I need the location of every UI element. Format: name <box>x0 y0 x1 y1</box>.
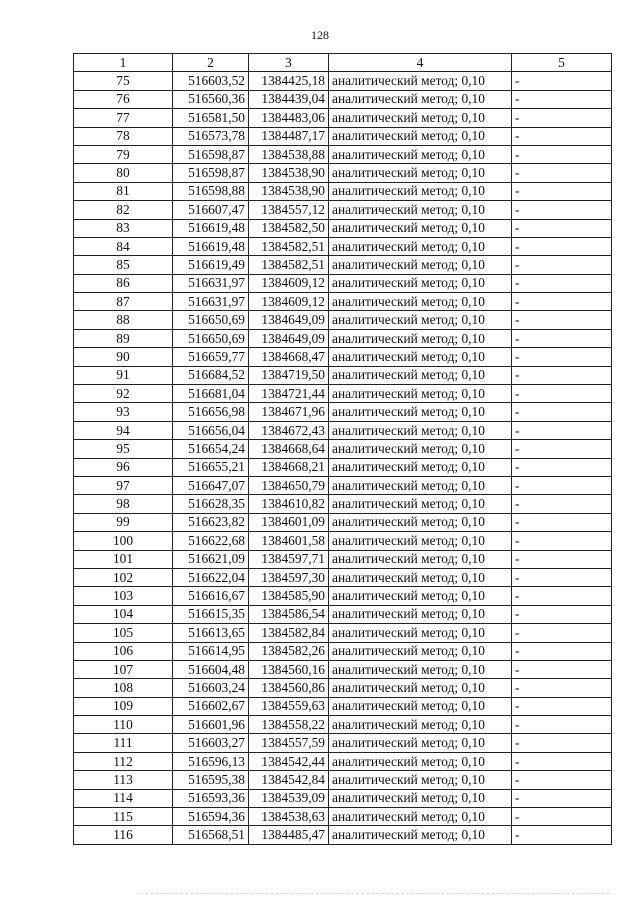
point-number-cell: 100 <box>74 532 173 550</box>
method-cell: аналитический метод; 0,10 <box>329 403 512 421</box>
table-row <box>74 734 612 752</box>
x-coordinate-cell: 516613,65 <box>173 624 249 642</box>
point-number-cell: 88 <box>74 311 173 329</box>
table-row <box>74 568 612 586</box>
note-cell: - <box>512 311 612 329</box>
y-coordinate-cell: 1384557,59 <box>249 734 329 752</box>
y-coordinate-cell: 1384582,84 <box>249 624 329 642</box>
y-coordinate-cell: 1384538,88 <box>249 145 329 163</box>
x-coordinate-cell: 516595,38 <box>173 771 249 789</box>
note-cell: - <box>512 182 612 200</box>
note-cell: - <box>512 826 612 844</box>
method-cell: аналитический метод; 0,10 <box>329 109 512 127</box>
table-row <box>74 716 612 734</box>
x-coordinate-cell: 516614,95 <box>173 642 249 660</box>
note-cell: - <box>512 145 612 163</box>
table-row <box>74 329 612 347</box>
x-coordinate-cell: 516573,78 <box>173 127 249 145</box>
y-coordinate-cell: 1384672,43 <box>249 421 329 439</box>
header-cell-2: 2 <box>173 54 249 72</box>
table-row <box>74 771 612 789</box>
note-cell: - <box>512 716 612 734</box>
x-coordinate-cell: 516568,51 <box>173 826 249 844</box>
y-coordinate-cell: 1384668,21 <box>249 458 329 476</box>
note-cell: - <box>512 771 612 789</box>
y-coordinate-cell: 1384585,90 <box>249 587 329 605</box>
y-coordinate-cell: 1384609,12 <box>249 293 329 311</box>
method-cell: аналитический метод; 0,10 <box>329 90 512 108</box>
table-row <box>74 182 612 200</box>
header-cell-1: 1 <box>74 54 173 72</box>
method-cell: аналитический метод; 0,10 <box>329 385 512 403</box>
method-cell: аналитический метод; 0,10 <box>329 808 512 826</box>
table-row <box>74 145 612 163</box>
point-number-cell: 111 <box>74 734 173 752</box>
method-cell: аналитический метод; 0,10 <box>329 311 512 329</box>
point-number-cell: 108 <box>74 679 173 697</box>
table-row <box>74 164 612 182</box>
note-cell: - <box>512 109 612 127</box>
note-cell: - <box>512 458 612 476</box>
note-cell: - <box>512 421 612 439</box>
note-cell: - <box>512 642 612 660</box>
y-coordinate-cell: 1384586,54 <box>249 605 329 623</box>
note-cell: - <box>512 624 612 642</box>
x-coordinate-cell: 516681,04 <box>173 385 249 403</box>
table-row <box>74 256 612 274</box>
table-row <box>74 366 612 384</box>
table-row <box>74 237 612 255</box>
note-cell: - <box>512 219 612 237</box>
y-coordinate-cell: 1384719,50 <box>249 366 329 384</box>
table-row <box>74 127 612 145</box>
point-number-cell: 103 <box>74 587 173 605</box>
note-cell: - <box>512 550 612 568</box>
point-number-cell: 84 <box>74 237 173 255</box>
point-number-cell: 76 <box>74 90 173 108</box>
y-coordinate-cell: 1384721,44 <box>249 385 329 403</box>
table-row <box>74 440 612 458</box>
table-row <box>74 311 612 329</box>
table-row <box>74 421 612 439</box>
method-cell: аналитический метод; 0,10 <box>329 716 512 734</box>
method-cell: аналитический метод; 0,10 <box>329 550 512 568</box>
point-number-cell: 107 <box>74 660 173 678</box>
note-cell: - <box>512 201 612 219</box>
table-row <box>74 348 612 366</box>
method-cell: аналитический метод; 0,10 <box>329 752 512 770</box>
point-number-cell: 87 <box>74 293 173 311</box>
x-coordinate-cell: 516598,88 <box>173 182 249 200</box>
y-coordinate-cell: 1384601,58 <box>249 532 329 550</box>
method-cell: аналитический метод; 0,10 <box>329 826 512 844</box>
x-coordinate-cell: 516628,35 <box>173 495 249 513</box>
x-coordinate-cell: 516593,36 <box>173 789 249 807</box>
note-cell: - <box>512 808 612 826</box>
method-cell: аналитический метод; 0,10 <box>329 642 512 660</box>
y-coordinate-cell: 1384597,30 <box>249 568 329 586</box>
y-coordinate-cell: 1384582,50 <box>249 219 329 237</box>
point-number-cell: 106 <box>74 642 173 660</box>
note-cell: - <box>512 72 612 90</box>
table-body <box>74 72 612 844</box>
table-row <box>74 826 612 844</box>
point-number-cell: 93 <box>74 403 173 421</box>
note-cell: - <box>512 90 612 108</box>
x-coordinate-cell: 516622,68 <box>173 532 249 550</box>
point-number-cell: 86 <box>74 274 173 292</box>
table-row <box>74 752 612 770</box>
y-coordinate-cell: 1384558,22 <box>249 716 329 734</box>
x-coordinate-cell: 516602,67 <box>173 697 249 715</box>
y-coordinate-cell: 1384560,16 <box>249 660 329 678</box>
point-number-cell: 77 <box>74 109 173 127</box>
y-coordinate-cell: 1384559,63 <box>249 697 329 715</box>
y-coordinate-cell: 1384538,90 <box>249 182 329 200</box>
table-row <box>74 808 612 826</box>
header-cell-4: 4 <box>329 54 512 72</box>
x-coordinate-cell: 516619,48 <box>173 219 249 237</box>
point-number-cell: 99 <box>74 513 173 531</box>
x-coordinate-cell: 516684,52 <box>173 366 249 384</box>
note-cell: - <box>512 293 612 311</box>
method-cell: аналитический метод; 0,10 <box>329 421 512 439</box>
point-number-cell: 97 <box>74 476 173 494</box>
y-coordinate-cell: 1384485,47 <box>249 826 329 844</box>
point-number-cell: 114 <box>74 789 173 807</box>
note-cell: - <box>512 348 612 366</box>
x-coordinate-cell: 516615,35 <box>173 605 249 623</box>
method-cell: аналитический метод; 0,10 <box>329 734 512 752</box>
x-coordinate-cell: 516607,47 <box>173 201 249 219</box>
note-cell: - <box>512 164 612 182</box>
point-number-cell: 82 <box>74 201 173 219</box>
note-cell: - <box>512 697 612 715</box>
method-cell: аналитический метод; 0,10 <box>329 348 512 366</box>
method-cell: аналитический метод; 0,10 <box>329 624 512 642</box>
x-coordinate-cell: 516654,24 <box>173 440 249 458</box>
table-row <box>74 587 612 605</box>
point-number-cell: 102 <box>74 568 173 586</box>
y-coordinate-cell: 1384610,82 <box>249 495 329 513</box>
note-cell: - <box>512 495 612 513</box>
note-cell: - <box>512 605 612 623</box>
method-cell: аналитический метод; 0,10 <box>329 164 512 182</box>
point-number-cell: 96 <box>74 458 173 476</box>
point-number-cell: 80 <box>74 164 173 182</box>
x-coordinate-cell: 516598,87 <box>173 164 249 182</box>
note-cell: - <box>512 568 612 586</box>
table-row <box>74 458 612 476</box>
table-row <box>74 513 612 531</box>
x-coordinate-cell: 516603,52 <box>173 72 249 90</box>
point-number-cell: 90 <box>74 348 173 366</box>
table-row <box>74 385 612 403</box>
table-row <box>74 495 612 513</box>
point-number-cell: 104 <box>74 605 173 623</box>
point-number-cell: 112 <box>74 752 173 770</box>
method-cell: аналитический метод; 0,10 <box>329 679 512 697</box>
x-coordinate-cell: 516656,98 <box>173 403 249 421</box>
table-row <box>74 697 612 715</box>
x-coordinate-cell: 516604,48 <box>173 660 249 678</box>
method-cell: аналитический метод; 0,10 <box>329 789 512 807</box>
method-cell: аналитический метод; 0,10 <box>329 219 512 237</box>
x-coordinate-cell: 516622,04 <box>173 568 249 586</box>
y-coordinate-cell: 1384439,04 <box>249 90 329 108</box>
note-cell: - <box>512 127 612 145</box>
y-coordinate-cell: 1384542,44 <box>249 752 329 770</box>
y-coordinate-cell: 1384650,79 <box>249 476 329 494</box>
point-number-cell: 98 <box>74 495 173 513</box>
table-row <box>74 476 612 494</box>
table-row <box>74 219 612 237</box>
x-coordinate-cell: 516650,69 <box>173 311 249 329</box>
table-row <box>74 90 612 108</box>
method-cell: аналитический метод; 0,10 <box>329 495 512 513</box>
method-cell: аналитический метод; 0,10 <box>329 440 512 458</box>
method-cell: аналитический метод; 0,10 <box>329 182 512 200</box>
point-number-cell: 83 <box>74 219 173 237</box>
x-coordinate-cell: 516581,50 <box>173 109 249 127</box>
method-cell: аналитический метод; 0,10 <box>329 660 512 678</box>
table-row <box>74 642 612 660</box>
table-row <box>74 532 612 550</box>
point-number-cell: 116 <box>74 826 173 844</box>
x-coordinate-cell: 516647,07 <box>173 476 249 494</box>
x-coordinate-cell: 516631,97 <box>173 274 249 292</box>
table-row <box>74 550 612 568</box>
point-number-cell: 95 <box>74 440 173 458</box>
y-coordinate-cell: 1384539,09 <box>249 789 329 807</box>
table-row <box>74 789 612 807</box>
y-coordinate-cell: 1384582,51 <box>249 256 329 274</box>
point-number-cell: 81 <box>74 182 173 200</box>
method-cell: аналитический метод; 0,10 <box>329 587 512 605</box>
note-cell: - <box>512 366 612 384</box>
method-cell: аналитический метод; 0,10 <box>329 568 512 586</box>
x-coordinate-cell: 516655,21 <box>173 458 249 476</box>
coordinates-table <box>73 53 612 845</box>
note-cell: - <box>512 385 612 403</box>
header-row <box>74 54 612 72</box>
note-cell: - <box>512 660 612 678</box>
x-coordinate-cell: 516619,48 <box>173 237 249 255</box>
point-number-cell: 101 <box>74 550 173 568</box>
point-number-cell: 109 <box>74 697 173 715</box>
y-coordinate-cell: 1384542,84 <box>249 771 329 789</box>
table-row <box>74 293 612 311</box>
method-cell: аналитический метод; 0,10 <box>329 458 512 476</box>
table-row <box>74 624 612 642</box>
x-coordinate-cell: 516619,49 <box>173 256 249 274</box>
x-coordinate-cell: 516603,27 <box>173 734 249 752</box>
note-cell: - <box>512 587 612 605</box>
y-coordinate-cell: 1384487,17 <box>249 127 329 145</box>
table-row <box>74 679 612 697</box>
method-cell: аналитический метод; 0,10 <box>329 256 512 274</box>
y-coordinate-cell: 1384609,12 <box>249 274 329 292</box>
table-row <box>74 72 612 90</box>
header-cell-5: 5 <box>512 54 612 72</box>
y-coordinate-cell: 1384649,09 <box>249 329 329 347</box>
y-coordinate-cell: 1384582,26 <box>249 642 329 660</box>
method-cell: аналитический метод; 0,10 <box>329 513 512 531</box>
table-row <box>74 660 612 678</box>
point-number-cell: 115 <box>74 808 173 826</box>
point-number-cell: 75 <box>74 72 173 90</box>
x-coordinate-cell: 516596,13 <box>173 752 249 770</box>
method-cell: аналитический метод; 0,10 <box>329 329 512 347</box>
y-coordinate-cell: 1384538,90 <box>249 164 329 182</box>
point-number-cell: 78 <box>74 127 173 145</box>
method-cell: аналитический метод; 0,10 <box>329 274 512 292</box>
table-row <box>74 109 612 127</box>
table-row <box>74 605 612 623</box>
point-number-cell: 79 <box>74 145 173 163</box>
y-coordinate-cell: 1384649,09 <box>249 311 329 329</box>
point-number-cell: 113 <box>74 771 173 789</box>
y-coordinate-cell: 1384597,71 <box>249 550 329 568</box>
note-cell: - <box>512 329 612 347</box>
note-cell: - <box>512 532 612 550</box>
method-cell: аналитический метод; 0,10 <box>329 127 512 145</box>
table-row <box>74 274 612 292</box>
note-cell: - <box>512 476 612 494</box>
x-coordinate-cell: 516631,97 <box>173 293 249 311</box>
note-cell: - <box>512 752 612 770</box>
point-number-cell: 105 <box>74 624 173 642</box>
y-coordinate-cell: 1384538,63 <box>249 808 329 826</box>
method-cell: аналитический метод; 0,10 <box>329 72 512 90</box>
method-cell: аналитический метод; 0,10 <box>329 605 512 623</box>
y-coordinate-cell: 1384668,64 <box>249 440 329 458</box>
y-coordinate-cell: 1384671,96 <box>249 403 329 421</box>
method-cell: аналитический метод; 0,10 <box>329 532 512 550</box>
y-coordinate-cell: 1384557,12 <box>249 201 329 219</box>
method-cell: аналитический метод; 0,10 <box>329 771 512 789</box>
x-coordinate-cell: 516601,96 <box>173 716 249 734</box>
x-coordinate-cell: 516621,09 <box>173 550 249 568</box>
y-coordinate-cell: 1384582,51 <box>249 237 329 255</box>
note-cell: - <box>512 440 612 458</box>
x-coordinate-cell: 516650,69 <box>173 329 249 347</box>
note-cell: - <box>512 256 612 274</box>
method-cell: аналитический метод; 0,10 <box>329 237 512 255</box>
note-cell: - <box>512 274 612 292</box>
point-number-cell: 91 <box>74 366 173 384</box>
note-cell: - <box>512 734 612 752</box>
point-number-cell: 94 <box>74 421 173 439</box>
table-row <box>74 201 612 219</box>
method-cell: аналитический метод; 0,10 <box>329 697 512 715</box>
x-coordinate-cell: 516598,87 <box>173 145 249 163</box>
point-number-cell: 110 <box>74 716 173 734</box>
y-coordinate-cell: 1384668,47 <box>249 348 329 366</box>
method-cell: аналитический метод; 0,10 <box>329 366 512 384</box>
method-cell: аналитический метод; 0,10 <box>329 476 512 494</box>
method-cell: аналитический метод; 0,10 <box>329 201 512 219</box>
x-coordinate-cell: 516560,36 <box>173 90 249 108</box>
x-coordinate-cell: 516659,77 <box>173 348 249 366</box>
note-cell: - <box>512 679 612 697</box>
note-cell: - <box>512 237 612 255</box>
y-coordinate-cell: 1384560,86 <box>249 679 329 697</box>
point-number-cell: 85 <box>74 256 173 274</box>
point-number-cell: 92 <box>74 385 173 403</box>
y-coordinate-cell: 1384601,09 <box>249 513 329 531</box>
note-cell: - <box>512 789 612 807</box>
method-cell: аналитический метод; 0,10 <box>329 293 512 311</box>
page-number: 128 <box>311 28 329 42</box>
scan-artifact-line <box>140 893 610 896</box>
x-coordinate-cell: 516623,82 <box>173 513 249 531</box>
method-cell: аналитический метод; 0,10 <box>329 145 512 163</box>
x-coordinate-cell: 516603,24 <box>173 679 249 697</box>
y-coordinate-cell: 1384425,18 <box>249 72 329 90</box>
y-coordinate-cell: 1384483,06 <box>249 109 329 127</box>
table-row <box>74 403 612 421</box>
x-coordinate-cell: 516616,67 <box>173 587 249 605</box>
x-coordinate-cell: 516656,04 <box>173 421 249 439</box>
x-coordinate-cell: 516594,36 <box>173 808 249 826</box>
note-cell: - <box>512 513 612 531</box>
header-cell-3: 3 <box>249 54 329 72</box>
note-cell: - <box>512 403 612 421</box>
point-number-cell: 89 <box>74 329 173 347</box>
